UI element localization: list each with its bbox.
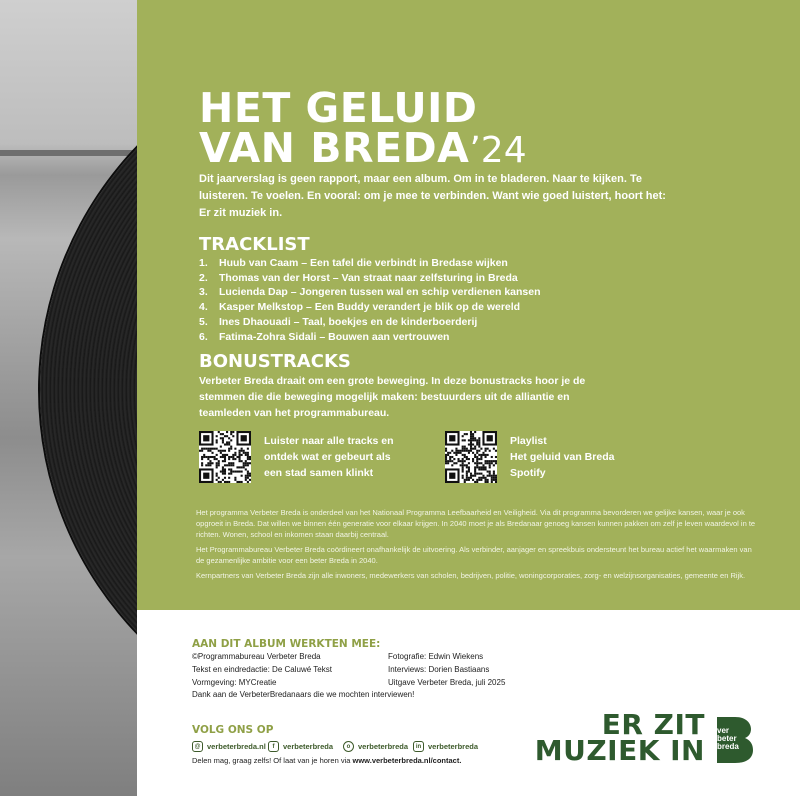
tracklist <box>199 256 541 344</box>
credit-line: Fotografie: Edwin Wiekens <box>388 652 484 661</box>
partners-info-text: Kernpartners van Verbeter Breda zijn alle inwoners, medewerkers van scholen, bedrijven, politie, woningcorporaties, zorg- en welzijnsorganisaties, gemeente en Rijk. <box>196 571 746 580</box>
logo-text <box>715 727 757 751</box>
social-label: verbeterbreda.nl <box>207 742 266 751</box>
credit-line: ©Programmabureau Verbeter Breda <box>192 652 321 661</box>
title-year: ’24 <box>469 130 527 171</box>
qr-playlist-line: Spotify <box>510 467 546 479</box>
social-web-link[interactable] <box>192 741 266 752</box>
track-number: 6. <box>199 330 208 343</box>
qr-code-playlist[interactable] <box>445 431 497 483</box>
facebook-icon: f <box>268 741 279 752</box>
tracklist-heading: TRACKLIST <box>199 234 310 255</box>
social-facebook-link[interactable] <box>268 741 333 752</box>
photo-shelf <box>0 150 137 156</box>
credits-heading: AAN DIT ALBUM WERKTEN MEE: <box>192 638 381 650</box>
bureau-info-text: Het Programmabureau Verbeter Breda coördineert onafhankelijk de uitvoering. Als verbinder, aanjager en spreekbuis ondersteunt het bureau actief het waarmaken van de gezamenlijke ambitie voor een beter Breda in 2040. <box>196 545 752 565</box>
track-number: 3. <box>199 286 208 299</box>
thanks-text: Dank aan de VerbeterBredanaars die we mochten interviewen! <box>192 690 415 699</box>
verbeter-breda-logo <box>715 715 755 765</box>
album-back-panel <box>137 0 800 610</box>
logo-word: breda <box>717 742 739 751</box>
bonustracks-text: Verbeter Breda draait om een grote beweging. In deze bonustracks hoor je de stemmen die die beweging mogelijk maken: bestuurders uit de alliantie en teamleden van het programmabureau. <box>199 375 586 419</box>
instagram-icon: o <box>343 741 354 752</box>
qr-code-icon <box>199 431 251 483</box>
track-title: Huub van Caam – Een tafel die verbindt in Bredase wijken <box>219 257 508 269</box>
social-label: verbeterbreda <box>428 742 479 751</box>
web-icon: @ <box>192 741 203 752</box>
qr-tracks-line: Luister naar alle tracks en <box>264 435 394 447</box>
linkedin-icon: in <box>413 741 424 752</box>
credits-section <box>137 610 800 796</box>
program-info-text: Het programma Verbeter Breda is onderdeel van het Nationaal Programma Leefbaarheid en Veiligheid. Via dit programma bevorderen we gelijke kansen, waar je ook opgroeit in Breda. Dat willen we binnen één generatie voor elkaar krijgen. In 2040 moet je als Bredanaar genoeg kansen kunnen pakken om zelf je leven waardevol in te richten. Wonen, school en inkomen staan daarbij centraal. <box>196 508 756 539</box>
track-number: 2. <box>199 271 208 284</box>
track-item <box>199 315 541 330</box>
track-title: Ines Dhaouadi – Taal, boekjes en de kinderboerderij <box>219 315 478 328</box>
share-text <box>192 756 461 765</box>
logo-word: ver <box>717 726 730 735</box>
track-number: 1. <box>199 257 208 269</box>
qr-code-tracks[interactable] <box>199 431 251 483</box>
credits-right <box>388 650 505 689</box>
bonustracks-heading: BONUSTRACKS <box>199 351 351 372</box>
qr-playlist-line: Het geluid van Breda <box>510 451 615 463</box>
share-prefix: Delen mag, graag zelfs! Of laat van je horen via <box>192 756 353 765</box>
social-instagram-link[interactable] <box>343 741 408 752</box>
track-item <box>199 285 541 300</box>
vinyl-photo <box>0 0 137 796</box>
track-number: 5. <box>199 315 208 328</box>
qr-tracks-line: ontdek wat er gebeurt als <box>264 451 391 463</box>
credits-left <box>192 650 332 689</box>
track-title: Kasper Melkstop – Een Buddy verandert je blik op de wereld <box>219 301 521 314</box>
social-linkedin-link[interactable] <box>413 741 478 752</box>
qr-code-icon <box>445 431 497 483</box>
social-label: verbeterbreda <box>283 742 334 751</box>
track-number: 4. <box>199 301 208 314</box>
vinyl-record <box>40 40 137 740</box>
title-line-2: VAN BREDA <box>199 124 470 172</box>
contact-link[interactable]: www.verbeterbreda.nl/contact. <box>352 756 462 765</box>
track-title: Fatima-Zohra Sidali – Bouwen aan vertrouwen <box>219 330 450 343</box>
qr-playlist-text <box>510 433 614 481</box>
title-line-1: HET GELUID <box>199 84 478 132</box>
follow-heading: VOLG ONS OP <box>192 724 274 736</box>
track-item <box>199 330 541 345</box>
track-item <box>199 271 541 286</box>
slogan-line-2: MUZIEK IN <box>534 734 705 767</box>
qr-tracks-text <box>264 433 394 481</box>
intro-text: Dit jaarverslag is geen rapport, maar een album. Om in te bladeren. Naar te kijken. Te luisteren. Te voelen. En vooral: om je mee te verbinden. Want wie goed luistert, hoort het: Er zit muziek in. <box>199 173 666 219</box>
social-label: verbeterbreda <box>358 742 409 751</box>
track-title: Thomas van der Horst – Van straat naar zelfsturing in Breda <box>219 271 518 284</box>
credit-line: Tekst en eindredactie: De Caluwé Tekst <box>192 665 332 674</box>
album-title <box>199 84 527 172</box>
track-title: Lucienda Dap – Jongeren tussen wal en schip verdienen kansen <box>219 286 541 299</box>
slogan-line-1: ER ZIT <box>601 708 705 741</box>
track-item <box>199 256 541 271</box>
qr-playlist-line: Playlist <box>510 435 547 447</box>
credit-line: Interviews: Dorien Bastiaans <box>388 665 490 674</box>
credit-line: Uitgave Verbeter Breda, juli 2025 <box>388 678 506 687</box>
credit-line: Vormgeving: MYCreatie <box>192 678 277 687</box>
track-item <box>199 300 541 315</box>
logo-word: beter <box>717 734 737 743</box>
qr-tracks-line: een stad samen klinkt <box>264 467 374 479</box>
